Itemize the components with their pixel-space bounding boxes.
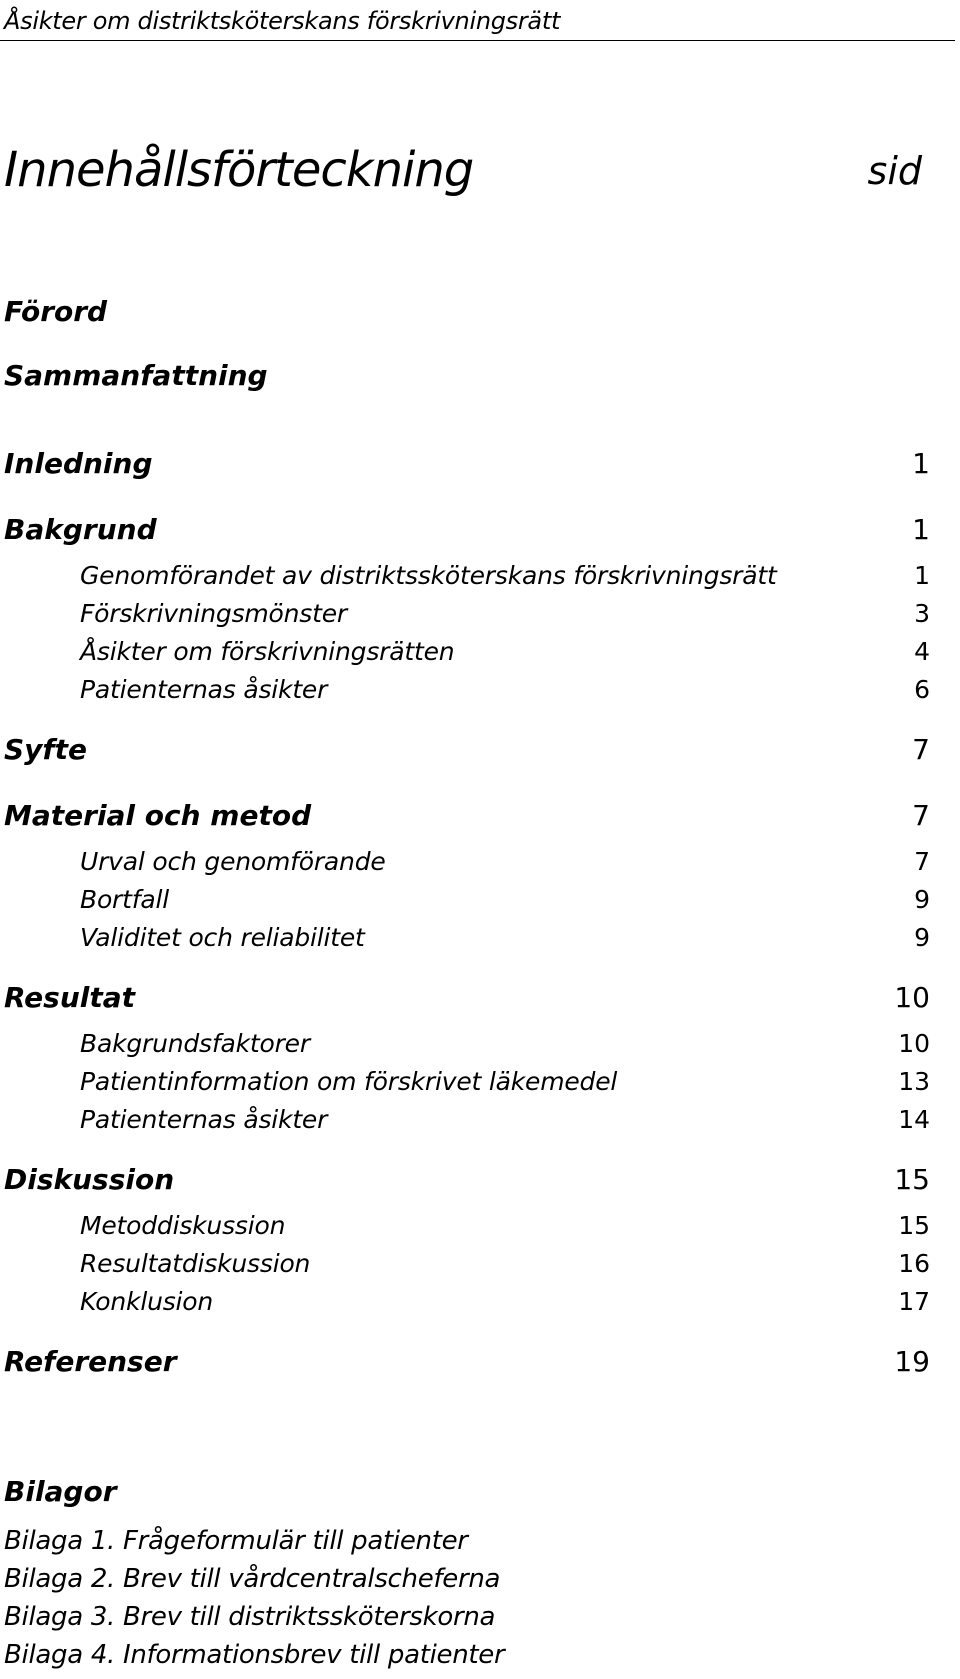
toc-entry	[0, 1344, 960, 1380]
toc-entry	[0, 1246, 960, 1282]
appendix-item: Bilaga 2. Brev till vårdcentralscheferna	[4, 1564, 501, 1594]
toc-entry-label: Diskussion	[4, 1163, 175, 1196]
toc-entry-page: 15	[898, 1211, 930, 1240]
toc-entry-label: Bortfall	[80, 885, 169, 914]
toc-entry	[0, 634, 960, 670]
toc-entry-page: 7	[912, 799, 930, 832]
toc-entry-label: Validitet och reliabilitet	[80, 923, 365, 952]
toc-entry-page: 3	[914, 599, 930, 628]
toc-entry-page: 14	[898, 1105, 930, 1134]
toc-entry	[0, 1162, 960, 1198]
toc-entry	[0, 1208, 960, 1244]
toc-entry-page: 10	[894, 981, 930, 1014]
toc-entry-label: Konklusion	[80, 1287, 214, 1316]
toc-entry-label: Patientinformation om förskrivet läkemedel	[80, 1067, 618, 1096]
toc-entry-label: Sammanfattning	[4, 359, 268, 392]
toc-entry	[0, 732, 960, 768]
toc-entry	[0, 1064, 960, 1100]
appendix-item: Bilaga 1. Frågeformulär till patienter	[4, 1526, 468, 1556]
toc-entry-page: 13	[898, 1067, 930, 1096]
toc-entry	[0, 596, 960, 632]
toc-entry-label: Syfte	[4, 733, 87, 766]
toc-entry-label: Inledning	[4, 447, 153, 480]
toc-entry	[0, 844, 960, 880]
toc-entry	[0, 1284, 960, 1320]
appendix-item: Bilaga 4. Informationsbrev till patienter	[4, 1640, 505, 1670]
toc-entry-label: Referenser	[4, 1345, 177, 1378]
toc-entry-page: 15	[894, 1163, 930, 1196]
toc-entry	[0, 1026, 960, 1062]
toc-entry-page: 4	[914, 637, 930, 666]
appendices-heading: Bilagor	[4, 1475, 117, 1508]
toc-title: Innehållsförteckning	[4, 142, 474, 198]
toc-entry-label: Metoddiskussion	[80, 1211, 286, 1240]
toc-entry-label: Genomförandet av distriktssköterskans förskrivningsrätt	[80, 561, 777, 590]
toc-entry-page: 9	[914, 885, 930, 914]
toc-entry	[0, 512, 960, 548]
toc-entry-label: Resultat	[4, 981, 136, 1014]
toc-entry	[0, 920, 960, 956]
toc-entry-label: Åsikter om förskrivningsrätten	[80, 637, 455, 666]
toc-entry-label: Material och metod	[4, 799, 312, 832]
toc-entry-page: 16	[898, 1249, 930, 1278]
toc-entry-page: 10	[898, 1029, 930, 1058]
toc-entry	[0, 1102, 960, 1138]
toc-entry-page: 7	[914, 847, 930, 876]
toc-entry	[0, 672, 960, 708]
toc-entry	[0, 980, 960, 1016]
toc-entry-page: 1	[912, 513, 930, 546]
toc-entry	[0, 446, 960, 482]
header-rule	[0, 40, 955, 41]
toc-entry-label: Resultatdiskussion	[80, 1249, 311, 1278]
toc-entry-label: Patienternas åsikter	[80, 675, 328, 704]
toc-entry-label: Urval och genomförande	[80, 847, 386, 876]
toc-entry-page: 6	[914, 675, 930, 704]
toc-entry-label: Bakgrundsfaktorer	[80, 1029, 310, 1058]
toc-entry-label: Bakgrund	[4, 513, 157, 546]
toc-entry-label: Förord	[4, 295, 108, 328]
toc-entry-label: Patienternas åsikter	[80, 1105, 328, 1134]
toc-entry-page: 9	[914, 923, 930, 952]
toc-entry-page: 17	[898, 1287, 930, 1316]
running-header: Åsikter om distriktsköterskans förskrivningsrätt	[4, 7, 561, 35]
toc-entry-page: 7	[912, 733, 930, 766]
appendix-item: Bilaga 3. Brev till distriktssköterskorna	[4, 1602, 496, 1632]
page-column-label: sid	[867, 149, 922, 193]
toc-entry	[0, 882, 960, 918]
toc-entry-page: 1	[914, 561, 930, 590]
toc-entry	[0, 358, 960, 394]
toc-entry-page: 1	[912, 447, 930, 480]
toc-entry	[0, 558, 960, 594]
toc-entry-label: Förskrivningsmönster	[80, 599, 347, 628]
toc-entry	[0, 294, 960, 330]
toc-entry	[0, 798, 960, 834]
toc-entry-page: 19	[894, 1345, 930, 1378]
